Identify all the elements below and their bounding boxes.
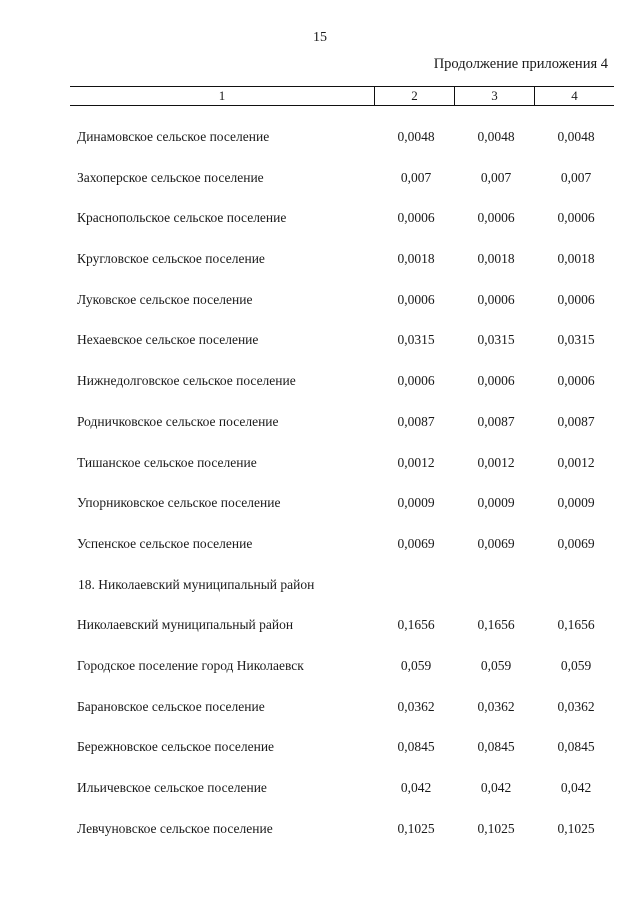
row-value-col-4: 0,007 — [560, 169, 592, 185]
row-value-col-2: 0,1025 — [397, 820, 435, 836]
row-name-cell: Захоперское сельское поселение — [77, 169, 264, 185]
row-value-col-4: 0,1025 — [557, 820, 595, 836]
row-value-col-2: 0,0845 — [397, 739, 435, 755]
row-name-cell: Динамовское сельское поселение — [77, 129, 270, 144]
row-value-col-4: 0,0006 — [557, 210, 595, 226]
row-name-cell: 18. Николаевский муниципальный район — [78, 576, 315, 592]
appendix-caption: Продолжение приложения 4 — [433, 56, 608, 72]
row-value-col-4: 0,0315 — [557, 332, 595, 348]
row-value-col-4: 0,1656 — [557, 617, 595, 633]
table-header — [70, 86, 614, 106]
row-value-col-4: 0,0845 — [557, 739, 595, 755]
row-value-col-2: 0,0018 — [397, 251, 435, 267]
row-value-col-2: 0,059 — [400, 657, 432, 673]
table-row — [70, 454, 614, 495]
row-value-col-3: 0,0012 — [477, 454, 515, 470]
row-value-col-4 — [534, 576, 614, 617]
row-value-col-2: 0,042 — [400, 780, 432, 795]
header-col-1: 1 — [218, 88, 226, 103]
row-value-col-3: 0,0069 — [477, 535, 515, 551]
table-row — [70, 331, 614, 372]
row-name-cell: Луковское сельское поселение — [77, 291, 253, 307]
row-value-col-3: 0,0845 — [477, 739, 515, 755]
row-value-col-4: 0,042 — [560, 780, 592, 795]
row-name-cell: Николаевский муниципальный район — [77, 617, 294, 633]
row-name-cell: Кругловское сельское поселение — [77, 251, 265, 267]
row-value-col-2: 0,0315 — [397, 332, 435, 348]
row-value-col-2 — [374, 576, 454, 617]
table-row — [70, 698, 614, 739]
row-value-col-2: 0,0012 — [397, 454, 435, 470]
row-value-col-3: 0,059 — [480, 657, 512, 673]
row-value-col-3: 0,0315 — [477, 332, 515, 348]
table-body — [70, 128, 614, 860]
row-value-col-2: 0,0048 — [397, 129, 435, 144]
row-value-col-4: 0,0087 — [557, 413, 595, 429]
row-value-col-3: 0,0006 — [477, 210, 515, 226]
row-value-col-3: 0,0006 — [477, 373, 515, 389]
table-row — [70, 779, 614, 820]
row-name-cell: Городское поселение город Николаевск — [77, 657, 304, 673]
row-value-col-3: 0,0087 — [477, 413, 515, 429]
header-col-2: 2 — [374, 87, 454, 105]
row-value-col-3: 0,1656 — [477, 617, 515, 633]
header-col-4: 4 — [534, 87, 614, 105]
row-value-col-4: 0,0006 — [557, 373, 595, 389]
row-value-col-3: 0,0006 — [477, 291, 515, 307]
row-value-col-2: 0,0069 — [397, 535, 435, 551]
table-row — [70, 372, 614, 413]
table-row — [70, 657, 614, 698]
table-row — [70, 128, 614, 169]
table-row — [70, 291, 614, 332]
row-value-col-3: 0,007 — [480, 169, 512, 185]
row-name-cell: Нехаевское сельское поселение — [77, 332, 259, 348]
row-value-col-2: 0,0362 — [397, 698, 435, 714]
row-name-cell: Упорниковское сельское поселение — [77, 495, 281, 511]
row-value-col-3: 0,042 — [480, 780, 512, 795]
row-value-col-2: 0,0087 — [397, 413, 435, 429]
data-table — [70, 86, 614, 860]
row-name-cell: Успенское сельское поселение — [77, 535, 253, 551]
row-value-col-3: 0,1025 — [477, 820, 515, 836]
row-name-cell: Барановское сельское поселение — [77, 698, 265, 714]
row-value-col-4: 0,0012 — [557, 454, 595, 470]
table-row — [70, 738, 614, 779]
row-value-col-3 — [454, 576, 534, 617]
table-row — [70, 209, 614, 250]
table-row — [70, 250, 614, 291]
row-value-col-4: 0,0048 — [557, 129, 595, 144]
row-value-col-3: 0,0018 — [477, 251, 515, 267]
table-row — [70, 169, 614, 210]
row-value-col-2: 0,007 — [400, 169, 432, 185]
row-value-col-2: 0,0006 — [397, 373, 435, 389]
table-row — [70, 413, 614, 454]
table-row — [70, 820, 614, 861]
row-value-col-4: 0,0069 — [557, 535, 595, 551]
row-value-col-3: 0,0048 — [477, 129, 515, 144]
row-value-col-2: 0,1656 — [397, 617, 435, 633]
row-name-cell: Тишанское сельское поселение — [77, 454, 257, 470]
row-value-col-3: 0,0362 — [477, 698, 515, 714]
row-name-cell: Нижнедолговское сельское поселение — [77, 373, 296, 389]
table-row — [70, 616, 614, 657]
row-name-cell: Краснопольское сельское поселение — [77, 210, 287, 226]
row-value-col-2: 0,0006 — [397, 210, 435, 226]
table-row — [70, 535, 614, 576]
table-row — [70, 494, 614, 535]
page-number: 15 — [313, 30, 327, 45]
row-value-col-4: 0,0362 — [557, 698, 595, 714]
row-value-col-4: 0,0009 — [557, 495, 595, 511]
table-row — [70, 576, 614, 617]
row-value-col-4: 0,0018 — [557, 251, 595, 267]
row-name-cell: Левчуновское сельское поселение — [77, 820, 273, 836]
header-col-3: 3 — [454, 87, 534, 105]
row-name-cell: Родничковское сельское поселение — [77, 413, 279, 429]
row-value-col-2: 0,0006 — [397, 291, 435, 307]
row-value-col-4: 0,059 — [560, 657, 592, 673]
row-name-cell: Ильичевское сельское поселение — [77, 780, 267, 795]
row-name-cell: Бережновское сельское поселение — [77, 739, 275, 755]
row-value-col-4: 0,0006 — [557, 291, 595, 307]
row-value-col-2: 0,0009 — [397, 495, 435, 511]
row-value-col-3: 0,0009 — [477, 495, 515, 511]
